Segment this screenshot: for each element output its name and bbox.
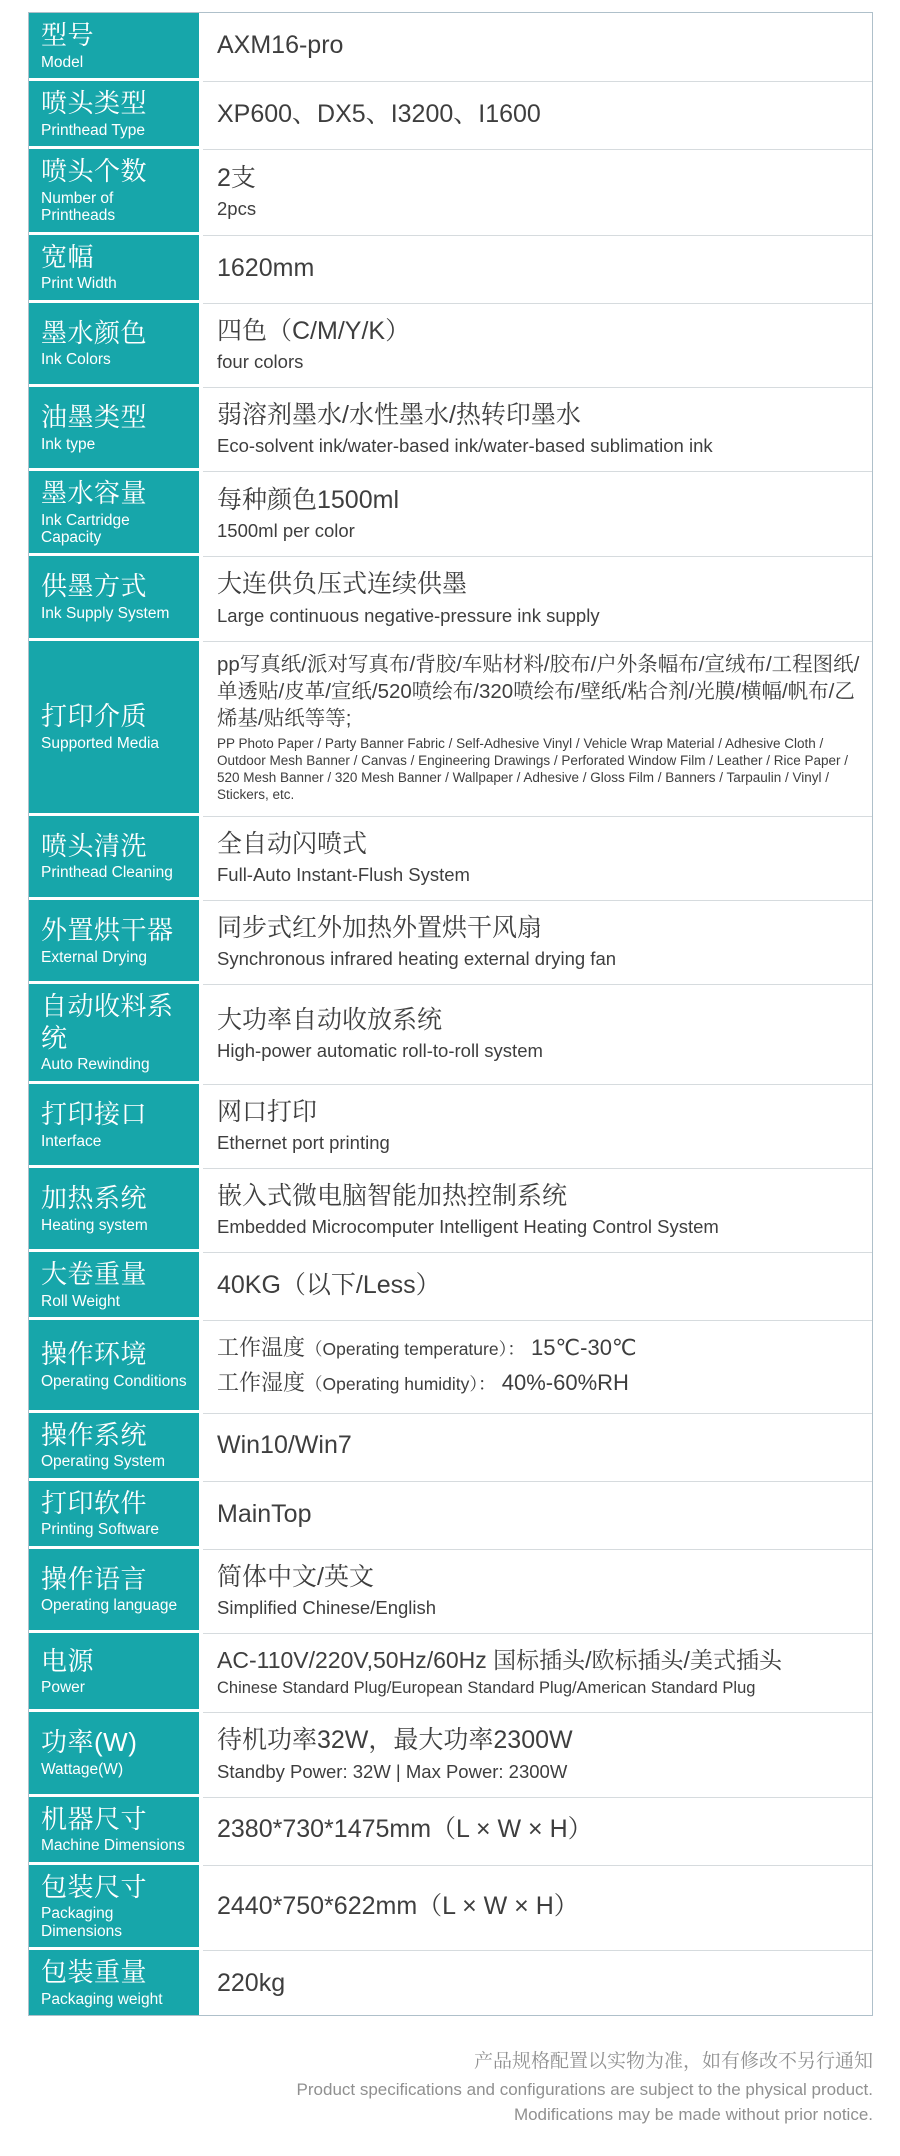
spec-label-cell	[29, 1168, 199, 1249]
spec-label-zh: 喷头清洗	[41, 830, 148, 861]
spec-label-cell	[29, 387, 199, 468]
spec-value-line: Chinese Standard Plug/European Standard Plug/American Standard Plug	[217, 1679, 756, 1698]
spec-value-line: 弱溶剂墨水/水性墨水/热转印墨水	[217, 400, 581, 429]
spec-row	[29, 13, 872, 78]
spec-row	[29, 1168, 872, 1249]
spec-value-line: 网口打印	[217, 1097, 318, 1126]
spec-row	[29, 900, 872, 981]
spec-value-cell	[203, 1481, 872, 1546]
footer-disclaimer	[28, 2048, 873, 2128]
spec-label-zh: 墨水颜色	[41, 317, 148, 348]
spec-label-en: Number of Printheads	[41, 189, 116, 225]
spec-label-zh: 油墨类型	[41, 401, 148, 432]
spec-value-cell	[203, 149, 872, 231]
spec-value-line: 40KG（以下/Less）	[217, 1271, 441, 1299]
spec-label-en: Roll Weight	[41, 1292, 120, 1310]
spec-label-zh: 自动收料系统	[41, 991, 174, 1053]
spec-label-en: Operating System	[41, 1453, 166, 1471]
spec-label-cell	[29, 1797, 199, 1862]
spec-value-cell	[203, 1320, 872, 1409]
spec-label-cell	[29, 1865, 199, 1947]
spec-label-cell	[29, 1481, 199, 1546]
spec-label-cell	[29, 1413, 199, 1478]
spec-label-en: Model	[41, 53, 84, 71]
spec-label-zh: 操作语言	[41, 1563, 148, 1594]
spec-value-cell	[203, 1865, 872, 1947]
spec-label-en: Operating Conditions	[41, 1373, 187, 1391]
spec-label-en: Machine Dimensions	[41, 1837, 185, 1855]
spec-row	[29, 816, 872, 897]
spec-label-en: Power	[41, 1679, 85, 1697]
spec-value-line: 每种颜色1500ml	[217, 485, 399, 514]
spec-label-zh: 电源	[41, 1645, 95, 1676]
spec-value-line: Synchronous infrared heating external drying fan	[217, 948, 617, 970]
spec-row	[29, 1084, 872, 1165]
spec-value-line: 同步式红外加热外置烘干风扇	[217, 913, 543, 942]
spec-value-line: XP600、DX5、I3200、I1600	[217, 99, 541, 128]
spec-value-line: High-power automatic roll-to-roll system	[217, 1040, 543, 1062]
spec-value-cell	[203, 471, 872, 553]
spec-value-cell	[203, 556, 872, 637]
spec-value-line: 简体中文/英文	[217, 1562, 374, 1591]
spec-value-cell	[203, 1084, 872, 1165]
spec-row	[29, 1950, 872, 2015]
spec-label-zh: 喷头类型	[41, 88, 148, 119]
spec-label-zh: 加热系统	[41, 1182, 148, 1213]
spec-label-zh: 宽幅	[41, 241, 95, 272]
spec-row	[29, 641, 872, 813]
spec-value-line: MainTop	[217, 1499, 312, 1528]
spec-value-cell	[203, 1797, 872, 1862]
spec-label-en: Ink Colors	[41, 351, 111, 369]
spec-row	[29, 1320, 872, 1409]
spec-label-zh: 包装尺寸	[41, 1871, 148, 1902]
spec-row	[29, 556, 872, 637]
spec-label-en: Printhead Type	[41, 121, 145, 139]
spec-label-cell	[29, 303, 199, 384]
spec-label-zh: 功率(W)	[41, 1727, 138, 1758]
spec-value-line: 待机功率32W，最大功率2300W	[217, 1726, 573, 1755]
spec-value-line: 2440*750*622mm（L × W × H）	[217, 1892, 579, 1921]
spec-label-cell	[29, 1712, 199, 1793]
spec-label-cell	[29, 984, 199, 1081]
spec-value-line: 四色（C/M/Y/K）	[217, 316, 411, 345]
spec-label-en: Wattage(W)	[41, 1761, 124, 1779]
spec-label-en: Interface	[41, 1132, 102, 1150]
spec-value-line: Win10/Win7	[217, 1431, 352, 1460]
spec-value-cell	[203, 900, 872, 981]
spec-label-zh: 喷头个数	[41, 156, 148, 187]
spec-label-en: Ink type	[41, 435, 96, 453]
spec-value-cell	[203, 1712, 872, 1793]
spec-label-cell	[29, 641, 199, 813]
spec-value-line: Ethernet port printing	[217, 1132, 390, 1154]
spec-label-zh: 供墨方式	[41, 571, 148, 602]
spec-label-cell	[29, 81, 199, 146]
footer-disclaimer-zh: 产品规格配置以实物为准，如有修改不另行通知	[473, 2051, 873, 2073]
spec-label-cell	[29, 1950, 199, 2015]
spec-row	[29, 1549, 872, 1630]
spec-value-line: Embedded Microcomputer Intelligent Heating Control System	[217, 1216, 719, 1238]
spec-value-cell	[203, 387, 872, 468]
spec-row	[29, 81, 872, 146]
spec-row	[29, 1481, 872, 1546]
spec-label-en: Printing Software	[41, 1521, 160, 1539]
spec-label-cell	[29, 471, 199, 553]
spec-value-cell	[203, 13, 872, 78]
spec-row	[29, 1252, 872, 1317]
spec-label-cell	[29, 556, 199, 637]
spec-value-cell	[203, 1950, 872, 2015]
spec-row	[29, 235, 872, 300]
spec-row	[29, 1712, 872, 1793]
spec-label-cell	[29, 13, 199, 78]
spec-label-en: Supported Media	[41, 734, 160, 752]
spec-label-cell	[29, 149, 199, 231]
spec-label-en: Print Width	[41, 275, 117, 293]
spec-row	[29, 1865, 872, 1947]
spec-label-en: Ink Supply System	[41, 605, 170, 623]
spec-value-cell	[203, 1413, 872, 1478]
spec-label-cell	[29, 1320, 199, 1409]
spec-label-en: Auto Rewinding	[41, 1056, 150, 1074]
spec-value-cell	[203, 1633, 872, 1710]
spec-label-zh: 型号	[41, 20, 95, 50]
spec-value-line: 2支	[217, 163, 256, 192]
spec-row	[29, 387, 872, 468]
spec-value-line: 1620mm	[217, 253, 315, 282]
spec-row	[29, 984, 872, 1081]
spec-label-cell	[29, 1084, 199, 1165]
spec-value-cell	[203, 1252, 872, 1317]
spec-value-cell	[203, 303, 872, 384]
spec-value-line: 2380*730*1475mm（L × W × H）	[217, 1815, 593, 1844]
spec-value-line: pp写真纸/派对写真布/背胶/车贴材料/胶布/户外条幅布/宣绒布/工程图纸/单透贴/皮革/宣纸/520喷绘布/320喷绘布/壁纸/粘合剂/光膜/横幅/帆布/乙烯基/贴纸等等;	[217, 652, 860, 730]
spec-label-en: Packaging weight	[41, 1990, 163, 2008]
spec-value-cell	[203, 984, 872, 1081]
spec-value-line: Large continuous negative-pressure ink supply	[217, 604, 600, 626]
spec-label-cell	[29, 1549, 199, 1630]
spec-value-line: 大连供负压式连续供墨	[217, 570, 468, 599]
spec-label-zh: 大卷重量	[41, 1259, 148, 1290]
spec-value-cell	[203, 1168, 872, 1249]
spec-value-cell	[203, 81, 872, 146]
spec-value-segment: （Operating humidity）：	[305, 1374, 496, 1395]
spec-label-zh: 包装重量	[41, 1957, 148, 1988]
spec-label-cell	[29, 1633, 199, 1710]
spec-table	[28, 12, 873, 2016]
spec-label-zh: 外置烘干器	[41, 914, 174, 945]
spec-value-line: AC-110V/220V,50Hz/60Hz 国标插头/欧标插头/美式插头	[217, 1646, 782, 1673]
spec-label-en: Ink Cartridge Capacity	[41, 511, 130, 547]
spec-label-cell	[29, 816, 199, 897]
spec-label-zh: 打印接口	[41, 1098, 148, 1129]
spec-label-en: Packaging Dimensions	[41, 1905, 122, 1940]
spec-value-line	[217, 1330, 862, 1365]
spec-value-line: AXM16-pro	[217, 31, 344, 60]
spec-value-line: PP Photo Paper / Party Banner Fabric / Self-Adhesive Vinyl / Vehicle Wrap Material / Adhesive Cloth / Outdoor Mesh Banner / Canvas / Engineering Drawings / Perforated Window Film / Leather / Rice Paper / 520 Mesh Banner / 320 Mesh Banner / Wallpaper / Adhesive / Gloss Film / Banners / Tarpaulin / Vinyl / Stickers, etc.	[217, 735, 849, 803]
spec-value-line: Simplified Chinese/English	[217, 1596, 437, 1618]
spec-row	[29, 1633, 872, 1710]
spec-label-en: Printhead Cleaning	[41, 864, 173, 882]
spec-value-segment: （Operating temperature）：	[305, 1339, 525, 1360]
spec-value-cell	[203, 1549, 872, 1630]
spec-value-segment: 15℃-30℃	[524, 1335, 637, 1361]
spec-value-line: Eco-solvent ink/water-based ink/water-based sublimation ink	[217, 435, 713, 457]
spec-value-segment: 工作温度	[217, 1335, 306, 1361]
spec-value-line: 2pcs	[217, 198, 257, 220]
spec-label-en: External Drying	[41, 948, 147, 966]
spec-label-zh: 打印软件	[41, 1487, 148, 1518]
spec-value-line: Standby Power: 32W | Max Power: 2300W	[217, 1760, 568, 1782]
spec-row	[29, 1413, 872, 1478]
spec-value-cell	[203, 235, 872, 300]
spec-row	[29, 1797, 872, 1862]
spec-value-line: Full-Auto Instant-Flush System	[217, 863, 470, 885]
spec-label-en: Heating system	[41, 1216, 148, 1234]
spec-value-cell	[203, 816, 872, 897]
spec-label-cell	[29, 900, 199, 981]
spec-value-line	[217, 1365, 862, 1400]
footer-disclaimer-en-2: Modifications may be made without prior notice.	[513, 2105, 873, 2125]
spec-value-segment: 40%-60%RH	[495, 1370, 629, 1396]
spec-value-line: 220kg	[217, 1969, 286, 1997]
spec-row	[29, 471, 872, 553]
spec-label-cell	[29, 1252, 199, 1317]
spec-value-line: 嵌入式微电脑智能加热控制系统	[217, 1181, 568, 1210]
spec-value-line: 1500ml per color	[217, 519, 355, 541]
spec-label-cell	[29, 235, 199, 300]
spec-value-line: 全自动闪喷式	[217, 829, 368, 858]
spec-value-line: four colors	[217, 350, 304, 372]
spec-label-zh: 操作环境	[41, 1339, 148, 1370]
spec-label-zh: 机器尺寸	[41, 1803, 148, 1834]
spec-label-zh: 打印介质	[41, 701, 148, 732]
spec-value-segment: 工作湿度	[217, 1370, 306, 1396]
spec-label-zh: 操作系统	[41, 1419, 148, 1450]
spec-row	[29, 149, 872, 231]
footer-disclaimer-en-1: Product specifications and configurations are subject to the physical product.	[296, 2079, 873, 2099]
spec-label-zh: 墨水容量	[41, 477, 148, 508]
spec-label-en: Operating language	[41, 1597, 178, 1615]
spec-row	[29, 303, 872, 384]
spec-value-cell	[203, 641, 872, 813]
spec-value-line: 大功率自动收放系统	[217, 1005, 443, 1034]
